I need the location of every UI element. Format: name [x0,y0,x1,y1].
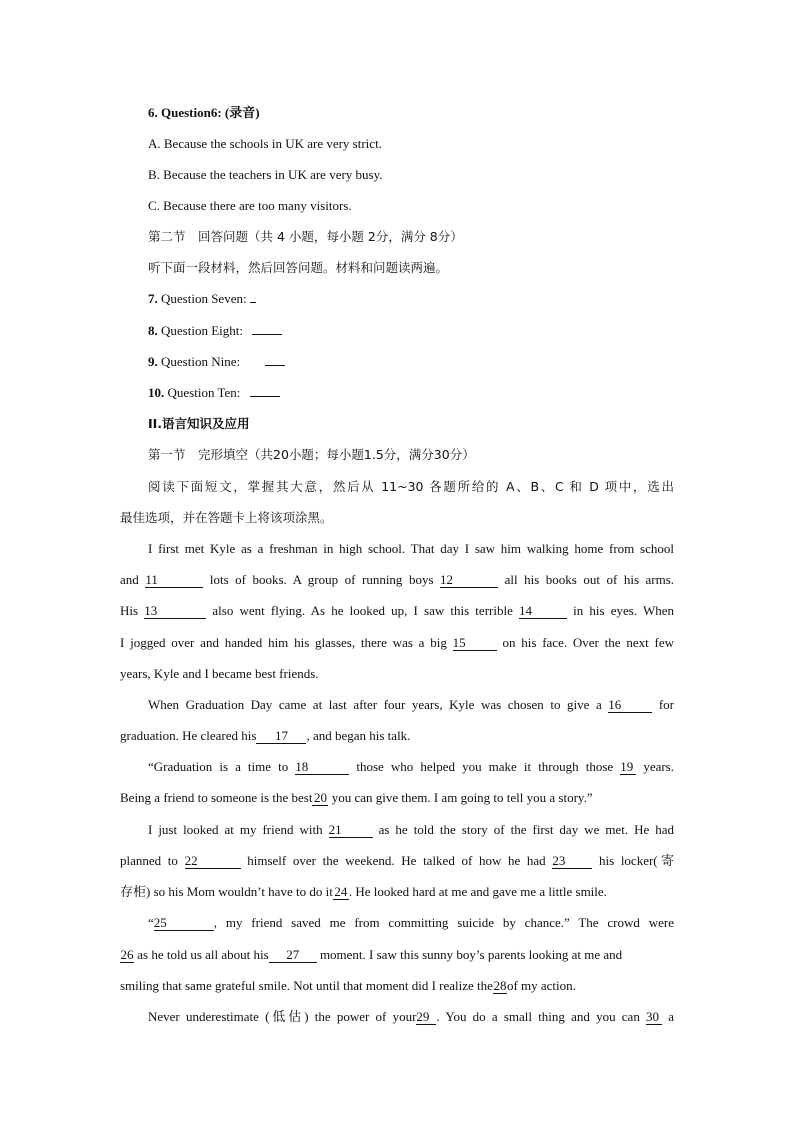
passage-line [148,696,674,714]
passage-text: . He looked hard at me and gave me a little smile. [348,884,607,899]
blank-19[interactable]: 19 [620,759,636,775]
blank-13[interactable]: 13 [144,603,206,619]
passage-line [120,789,674,807]
passage-text: “Graduation is a time to [148,759,289,774]
passage-text: , and began his talk. [306,728,411,743]
option-b: B. Because the teachers in UK are very busy. [148,167,383,182]
passage-line [120,634,674,652]
passage-text: and [120,572,139,587]
blank-12[interactable]: 12 [440,572,498,588]
passage-line [120,571,674,589]
passage-line: I first met Kyle as a freshman in high school. That day I saw him walking home from school [148,541,674,556]
question-10 [148,384,674,402]
blank-14[interactable]: 14 [519,603,567,619]
passage-text: also went flying. As he looked up, I saw this terrible [212,603,513,618]
passage-text: you can give them. I am going to tell you a story.” [331,790,593,805]
passage-text: years. [643,759,674,774]
blank-24[interactable]: 24 [334,884,348,899]
passage-text: all his books out of his arms. [504,572,675,587]
question-6-title [148,104,674,122]
question-9 [148,353,674,371]
passage-line [120,852,674,870]
passage-text: Never underestimate (低估) the power of your [148,1009,417,1024]
passage-text: His [120,603,139,618]
passage-text: on his face. Over the next few [502,635,674,650]
question-number: 6. [148,105,158,120]
blank-29[interactable]: 29 [416,1009,436,1025]
passage-text: . You do a small thing and you can [436,1009,640,1024]
option-a: A. Because the schools in UK are very strict. [148,136,382,151]
cloze-instruction-line-2: 最佳选项，并在答题卡上将该项涂黑。 [120,510,333,525]
passage-line: years, Kyle and I became best friends. [120,666,319,681]
question-number: 10. [148,385,165,400]
blank-28[interactable]: 28 [493,978,507,993]
question-number: 7. [148,291,158,306]
passage-text: a [668,1009,675,1024]
blank-20[interactable]: 20 [313,790,327,805]
blank-26[interactable]: 26 [120,947,134,962]
passage-text: for [658,697,675,712]
passage-text: Being a friend to someone is the best [120,790,313,805]
blank-15[interactable]: 15 [453,635,497,651]
question-label: Question6: (录音) [161,105,260,120]
question-number: 9. [148,354,158,369]
passage-text: When Graduation Day came at last after four years, Kyle was chosen to give a [148,697,602,712]
passage-line [120,946,674,964]
passage-line [148,1008,674,1026]
passage-text: as he told us all about his [137,947,269,962]
blank-23[interactable]: 23 [552,853,592,869]
blank-18[interactable]: 18 [295,759,349,775]
passage-text: smiling that same grateful smile. Not until that moment did I realize the [120,978,493,993]
question-label: Question Ten: [167,385,241,400]
passage-text: lots of books. A group of running boys [209,572,434,587]
passage-line [120,727,674,745]
passage-text: his locker(寄 [599,853,675,868]
blank-25[interactable]: 25 [154,915,214,931]
section-2-instruction: 听下面一段材料，然后回答问题。材料和问题读两遍。 [148,260,449,275]
option-c: C. Because there are too many visitors. [148,198,352,213]
cloze-instruction-line-1: 阅读下面短文，掌握其大意，然后从 11~30 各题所给的 A、B、C 和 D 项中，选出 [148,479,674,494]
passage-text: planned to [120,853,178,868]
blank-16[interactable]: 16 [608,697,652,713]
question-label: Question Seven: [161,291,247,306]
passage-text: moment. I saw this sunny boy’s parents looking at me and [319,947,623,962]
question-number: 8. [148,323,158,338]
answer-blank[interactable] [250,396,280,397]
passage-text: of my action. [506,978,576,993]
passage-line [148,914,674,932]
blank-30[interactable]: 30 [646,1009,662,1025]
passage-text: , my friend saved me from committing suicide by chance.” The crowd were [213,915,674,930]
question-7 [148,290,674,308]
blank-17[interactable]: 17 [256,728,306,744]
section-2-heading: 第二节 回答问题（共 4 小题，每小题 2分，满分 8分） [148,229,463,244]
passage-line [120,977,674,995]
answer-blank[interactable] [265,365,285,366]
answer-blank[interactable] [252,334,282,335]
passage-line [148,821,674,839]
question-label: Question Eight: [161,323,243,338]
passage-text: as he told the story of the first day we met. He had [378,822,675,837]
passage-text: those who helped you make it through those [356,759,614,774]
passage-text: himself over the weekend. He talked of how he had [247,853,546,868]
blank-11[interactable]: 11 [145,572,203,588]
blank-27[interactable]: 27 [269,947,317,963]
passage-line [148,758,674,776]
section-1-heading: 第一节 完形填空（共20小题；每小题1.5分，满分30分） [148,447,475,462]
passage-text: I just looked at my friend with [148,822,323,837]
passage-line [120,883,674,901]
passage-text: graduation. He cleared his [120,728,257,743]
question-label: Question Nine: [161,354,241,369]
question-8 [148,322,674,340]
blank-22[interactable]: 22 [185,853,241,869]
passage-line [120,602,674,620]
passage-text: in his eyes. When [573,603,675,618]
passage-text: I jogged over and handed him his glasses, there was a big [120,635,447,650]
blank-21[interactable]: 21 [329,822,373,838]
part-2-heading: II.语言知识及应用 [148,416,250,431]
passage-text: 存柜) so his Mom wouldn’t have to do it [120,884,333,899]
answer-blank[interactable] [250,302,256,303]
passage-text: “ [148,915,154,930]
